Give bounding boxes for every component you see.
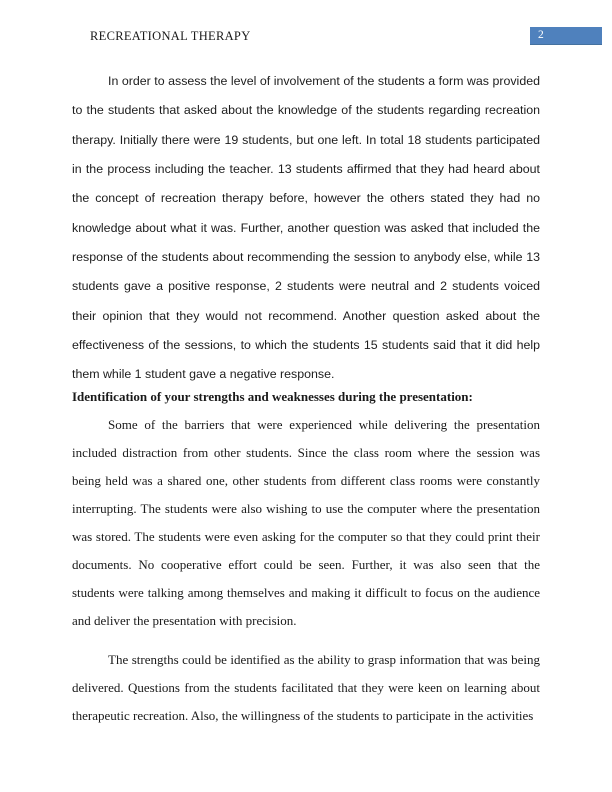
paragraph-barriers: Some of the barriers that were experienced while delivering the presentation included distraction from other students. Since the class room where the session was being held was a shared one, other students from different class rooms were constantly interrupting. The students were also wishing to use the computer where the presentation was stored. The students were even asking for the computer so that they could print their documents. No cooperative effort could be seen. Further, it was also seen that the students were talking among themselves and making it difficult to focus on the audience and deliver the presentation with precision. — [72, 417, 540, 628]
section-heading: Identification of your strengths and weaknesses during the presentation: — [72, 389, 473, 404]
paragraph-intro: In order to assess the level of involvement of the students a form was provided to the students that asked about the knowledge of the students regarding recreation therapy. Initially there were 19 students, but one left. In total 18 students participated in the process including the teacher. 13 students affirmed that they had heard about the concept of recreation therapy before, however the others stated they had no knowledge about what it was. Further, another question was asked that included the response of the students about recommending the session to anybody else, while 13 students gave a positive response, 2 students were neutral and 2 students voiced their opinion that they would not recommend. Another question asked about the effectiveness of the sessions, to which the students 15 students said that it did help them while 1 student gave a negative response. — [72, 74, 540, 382]
body-text-block — [72, 383, 540, 730]
page-number-badge: 2 — [530, 27, 602, 45]
running-header-title: RECREATIONAL THERAPY — [90, 29, 251, 43]
paragraph-strengths: The strengths could be identified as the ability to grasp information that was being delivered. Questions from the students facilitated that they were keen on learning about therapeutic recreation. Also, the willingness of the students to participate in the activities — [72, 652, 540, 723]
